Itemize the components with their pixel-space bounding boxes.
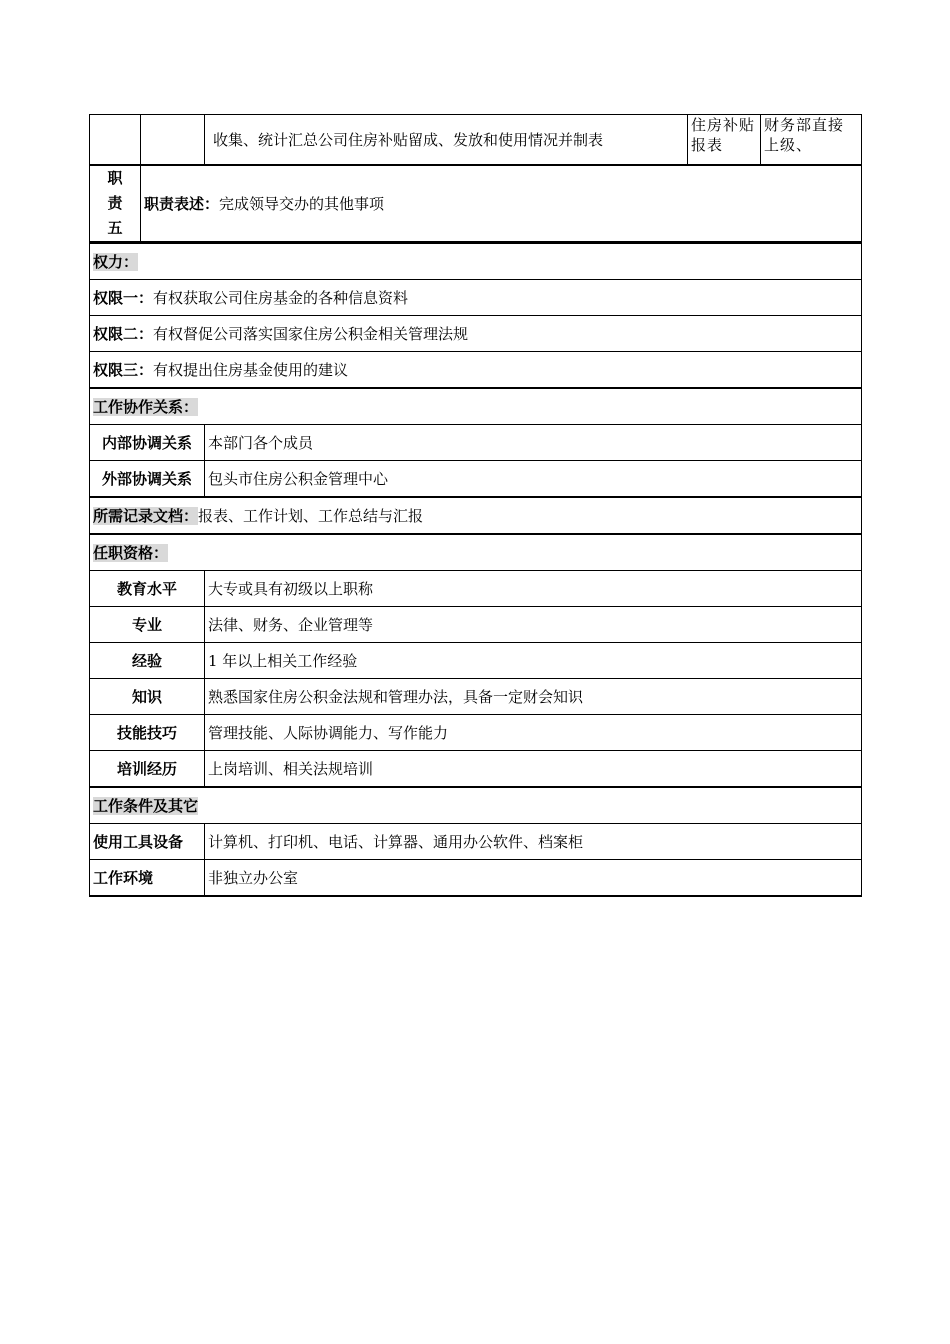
duty-five-description [141, 165, 862, 242]
power-text: 有权督促公司落实国家住房公积金相关管理法规 [153, 324, 469, 343]
qualification-label: 培训经历 [90, 751, 205, 788]
records-row [90, 497, 862, 534]
qualification-label: 知识 [90, 679, 205, 715]
empty-cell [90, 115, 141, 166]
qualification-row [90, 715, 862, 751]
qualification-label: 教育水平 [90, 571, 205, 607]
power-heading-row [90, 243, 862, 280]
conditions-heading: 工作条件及其它 [93, 796, 199, 815]
environment-label: 工作环境 [90, 860, 205, 897]
power-text: 有权获取公司住房基金的各种信息资料 [153, 288, 409, 307]
qualification-row [90, 679, 862, 715]
conditions-heading-row [90, 787, 862, 824]
power-label: 权限一： [93, 288, 154, 307]
external-relations-value: 包头市住房公积金管理中心 [205, 461, 862, 498]
power-text: 有权提出住房基金使用的建议 [153, 360, 349, 379]
duty-table [89, 114, 862, 242]
empty-cell [141, 115, 205, 166]
output-document: 住房补贴报表 [688, 115, 761, 166]
internal-relations-label: 内部协调关系 [90, 425, 205, 461]
duty-five-label: 职 责 五 [90, 165, 141, 242]
power-label: 权限三： [93, 360, 154, 379]
external-relations-row [90, 461, 862, 498]
environment-value: 非独立办公室 [205, 860, 862, 897]
duty-desc-label: 职责表述： [144, 194, 220, 213]
power-row [90, 316, 862, 352]
power-heading: 权力： [93, 252, 139, 271]
details-table [89, 242, 862, 897]
duty-detail-row [90, 115, 862, 166]
tools-row [90, 824, 862, 860]
qualification-label: 专业 [90, 607, 205, 643]
environment-row [90, 860, 862, 897]
qualification-row [90, 607, 862, 643]
tools-label: 使用工具设备 [90, 824, 205, 860]
records-label: 所需记录文档： [93, 506, 199, 525]
qualifications-heading: 任职资格： [93, 543, 169, 562]
task-description: 收集、统计汇总公司住房补贴留成、发放和使用情况并制表 [205, 115, 688, 166]
power-label: 权限二： [93, 324, 154, 343]
internal-relations-value: 本部门各个成员 [205, 425, 862, 461]
qualification-label: 经验 [90, 643, 205, 679]
duty-desc-text: 完成领导交办的其他事项 [219, 194, 385, 213]
qualification-value: 上岗培训、相关法规培训 [205, 751, 862, 788]
power-row [90, 352, 862, 389]
records-value: 报表、工作计划、工作总结与汇报 [198, 506, 424, 525]
qualifications-heading-row [90, 534, 862, 571]
qualification-value: 熟悉国家住房公积金法规和管理办法，具备一定财会知识 [205, 679, 862, 715]
duty-five-row [90, 165, 862, 242]
qualification-value: 大专或具有初级以上职称 [205, 571, 862, 607]
relations-heading-row [90, 388, 862, 425]
external-relations-label: 外部协调关系 [90, 461, 205, 498]
qualification-row [90, 643, 862, 679]
relations-heading: 工作协作关系： [93, 397, 199, 416]
qualification-value: 管理技能、人际协调能力、写作能力 [205, 715, 862, 751]
qualification-label: 技能技巧 [90, 715, 205, 751]
power-row [90, 280, 862, 316]
internal-relations-row [90, 425, 862, 461]
report-to: 财务部直接上级、 [761, 115, 862, 166]
tools-value: 计算机、打印机、电话、计算器、通用办公软件、档案柜 [205, 824, 862, 860]
qualification-row [90, 571, 862, 607]
job-description-document [89, 114, 861, 897]
qualification-row [90, 751, 862, 788]
qualification-value: 法律、财务、企业管理等 [205, 607, 862, 643]
qualification-value: 1 年以上相关工作经验 [205, 643, 862, 679]
